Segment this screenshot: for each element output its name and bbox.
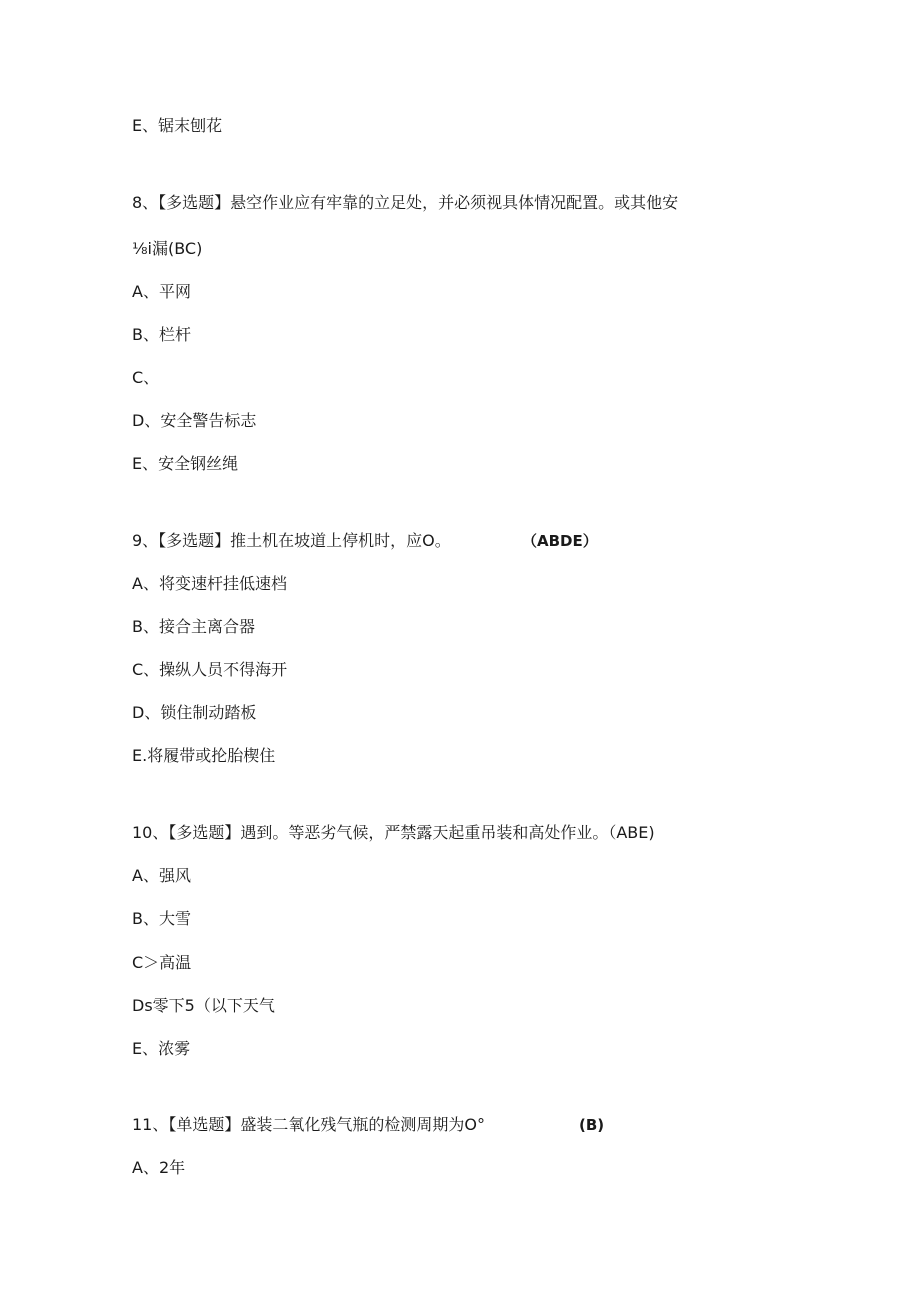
question-8-option-c: C、 — [132, 368, 160, 387]
question-8-option-e: E、安全钢丝绳 — [132, 454, 239, 473]
question-9-option-e: E.将履带或抡胎楔住 — [132, 746, 276, 765]
question-11-title: 11、【单选题】盛装二氧化残气瓶的检测周期为O° — [132, 1115, 485, 1134]
question-8-option-a: A、平网 — [132, 282, 191, 301]
question-8-title-cont: ⅛i漏(BC) — [132, 239, 203, 258]
question-10-option-b: B、大雪 — [132, 909, 191, 928]
question-9-title: 9、【多选题】推土机在坡道上停机时，应O。 — [132, 531, 451, 550]
question-9-option-c: C、操纵人员不得海开 — [132, 660, 288, 679]
question-9-option-b: B、接合主离合器 — [132, 617, 255, 636]
question-11-answer: (B) — [579, 1116, 605, 1134]
question-10-option-a: A、强风 — [132, 866, 191, 885]
question-8-option-d: D、安全警告标志 — [132, 411, 257, 430]
question-9-option-d: D、锁住制动踏板 — [132, 703, 257, 722]
question-10-option-d: Ds零下5（以下天气 — [132, 996, 275, 1015]
question-9-option-a: A、将变速杆挂低速档 — [132, 574, 287, 593]
line-e-sawdust: E、锯末刨花 — [132, 116, 223, 135]
question-11-option-a: A、2年 — [132, 1158, 186, 1177]
question-10-option-e: E、浓雾 — [132, 1039, 191, 1058]
question-9-answer: （ABDE） — [522, 532, 598, 550]
question-10-option-c: C＞高温 — [132, 953, 192, 972]
question-8-title: 8、【多选题】悬空作业应有牢靠的立足处，并必须视具体情况配置。或其他安 — [132, 193, 679, 212]
question-10-title: 10、【多选题】遇到。等恶劣气候，严禁露天起重吊装和高处作业。（ABE) — [132, 823, 655, 842]
question-8-option-b: B、栏杆 — [132, 325, 191, 344]
